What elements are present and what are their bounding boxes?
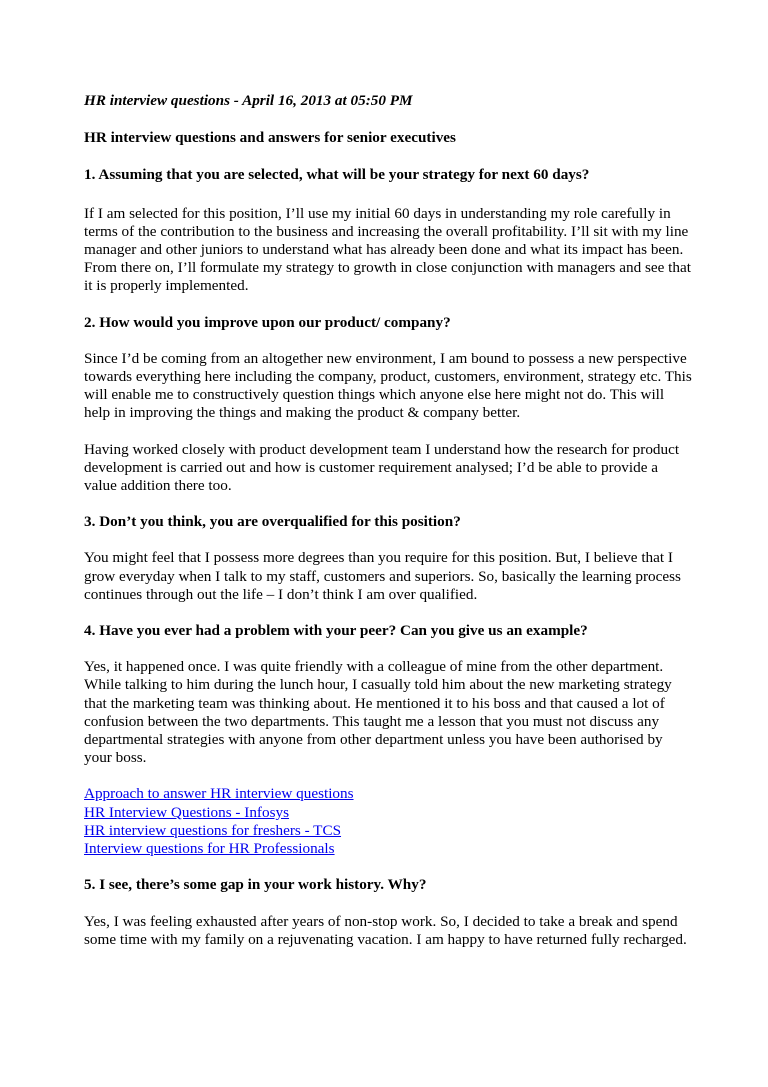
answer-2-paragraph-2: Having worked closely with product development team I understand how the research for product development is carried out and how is customer requirement analysed; I’d be able to provide a value addition there too. bbox=[84, 440, 680, 495]
question-5: 5. I see, there’s some gap in your work history. Why? bbox=[84, 876, 427, 894]
link-approach-hr-questions[interactable]: Approach to answer HR interview questions bbox=[84, 785, 354, 803]
answer-5-paragraph-1: Yes, I was feeling exhausted after years of non-stop work. So, I decided to take a break and spend some time with my family on a rejuvenating vacation. I am happy to have returned fully recharged. bbox=[84, 912, 687, 948]
document-page bbox=[84, 92, 694, 967]
question-3: 3. Don’t you think, you are overqualified for this position? bbox=[84, 513, 461, 531]
link-questions-hr-professionals[interactable]: Interview questions for HR Professionals bbox=[84, 840, 335, 858]
answer-3-paragraph-1: You might feel that I possess more degrees than you require for this position. But, I believe that I grow everyday when I talk to my staff, customers and superiors. So, basically the learning process continues through out the life – I don’t think I am over qualified. bbox=[84, 549, 681, 603]
related-links bbox=[84, 785, 694, 858]
link-hr-questions-infosys[interactable]: HR Interview Questions - Infosys bbox=[84, 803, 290, 821]
answer-2-paragraph-1: Since I’d be coming from an altogether new environment, I am bound to possess a new perspective towards everything here including the company, product, customers, environment, strategy etc. This will enable me to constructively question things which anyone else here might not do. This will help in improving the things and making the product & company better. bbox=[84, 349, 692, 422]
document-meta-line: HR interview questions - April 16, 2013 at 05:50 PM bbox=[84, 92, 413, 109]
document-subtitle: HR interview questions and answers for senior executives bbox=[84, 129, 456, 147]
question-2: 2. How would you improve upon our product/ company? bbox=[84, 313, 451, 331]
question-1: 1. Assuming that you are selected, what will be your strategy for next 60 days? bbox=[84, 166, 590, 184]
question-4: 4. Have you ever had a problem with your peer? Can you give us an example? bbox=[84, 622, 588, 640]
link-hr-questions-freshers-tcs[interactable]: HR interview questions for freshers - TCS bbox=[84, 821, 342, 839]
answer-4-paragraph-1: Yes, it happened once. I was quite friendly with a colleague of mine from the other department. While talking to him during the lunch hour, I casually told him about the new marketing strategy that the marketing team was thinking about. He mentioned it to his boss and that caused a lot of confusion between the two departments. This taught me a lesson that you must not discuss any departmental strategies with anyone from other department unless you have been authorised by your boss. bbox=[84, 658, 672, 767]
answer-1-paragraph-1: If I am selected for this position, I’ll use my initial 60 days in understanding my role carefully in terms of the contribution to the business and increasing the overall profitability. I’ll sit with my line manager and other juniors to understand what has already been done and what its impact has been. From there on, I’ll formulate my strategy to growth in close conjunction with managers and see that it is properly implemented. bbox=[84, 204, 691, 295]
